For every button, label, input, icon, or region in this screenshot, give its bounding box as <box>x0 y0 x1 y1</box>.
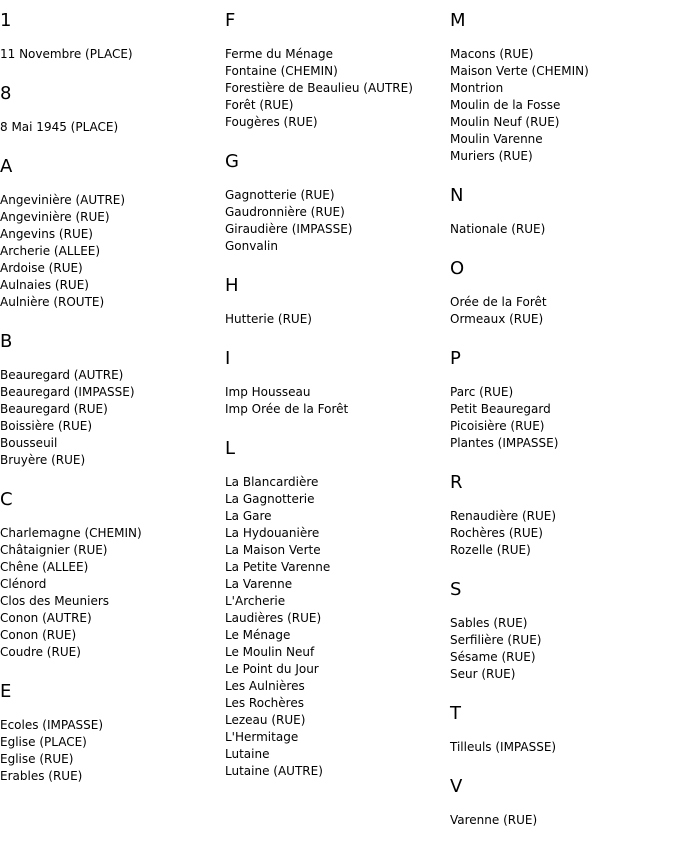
street-link[interactable]: Le Ménage <box>225 628 291 642</box>
street-link[interactable]: Conon (AUTRE) <box>0 611 92 625</box>
street-link[interactable]: Petit Beauregard <box>450 402 551 416</box>
street-link[interactable]: Beauregard (AUTRE) <box>0 368 124 382</box>
street-link[interactable]: Gagnotterie (RUE) <box>225 188 335 202</box>
letter-heading: R <box>450 472 463 493</box>
street-link[interactable]: L'Hermitage <box>225 730 299 744</box>
street-link[interactable]: Picoisière (RUE) <box>450 419 545 433</box>
letter-group <box>450 472 675 559</box>
letter-heading: T <box>450 703 461 724</box>
street-list <box>450 221 675 238</box>
street-link[interactable]: Aulnière (ROUTE) <box>0 295 105 309</box>
street-link[interactable]: Les Aulnières <box>225 679 305 693</box>
street-link[interactable]: L'Archerie <box>225 594 286 608</box>
street-link[interactable]: Bruyère (RUE) <box>0 453 86 467</box>
letter-group <box>0 83 225 136</box>
letter-heading: E <box>0 681 12 702</box>
street-link[interactable]: Montrion <box>450 81 504 95</box>
street-list <box>450 615 675 683</box>
street-link[interactable]: Maison Verte (CHEMIN) <box>450 64 589 78</box>
street-link[interactable]: Clos des Meuniers <box>0 594 110 608</box>
street-link[interactable]: Ecoles (IMPASSE) <box>0 718 104 732</box>
letter-heading: P <box>450 348 461 369</box>
street-link[interactable]: Beauregard (RUE) <box>0 402 108 416</box>
letter-group <box>225 10 450 131</box>
street-link[interactable]: Lutaine (AUTRE) <box>225 764 323 778</box>
street-list <box>225 311 450 328</box>
street-link[interactable]: Les Rochères <box>225 696 304 710</box>
street-link[interactable]: Serfilière (RUE) <box>450 633 542 647</box>
street-link[interactable]: Eglise (PLACE) <box>0 735 87 749</box>
street-link[interactable]: Imp Orée de la Forêt <box>225 402 349 416</box>
letter-group <box>450 579 675 683</box>
letter-heading: L <box>225 438 236 459</box>
street-link[interactable]: 8 Mai 1945 (PLACE) <box>0 120 119 134</box>
street-link[interactable]: Moulin Varenne <box>450 132 543 146</box>
street-link[interactable]: Coudre (RUE) <box>0 645 81 659</box>
letter-group <box>225 151 450 255</box>
street-link[interactable]: 11 Novembre (PLACE) <box>0 47 133 61</box>
letter-group <box>225 275 450 328</box>
street-list <box>0 717 225 785</box>
street-column <box>225 10 450 800</box>
street-link[interactable]: Boissière (RUE) <box>0 419 93 433</box>
street-list <box>450 739 675 756</box>
street-link[interactable]: Angevinière (RUE) <box>0 210 110 224</box>
street-link[interactable]: Clénord <box>0 577 47 591</box>
letter-heading: 1 <box>0 10 12 31</box>
letter-heading: O <box>450 258 465 279</box>
street-link[interactable]: Le Moulin Neuf <box>225 645 315 659</box>
street-list <box>0 192 225 311</box>
letter-group <box>450 258 675 328</box>
street-list <box>0 46 225 63</box>
street-link[interactable]: Beauregard (IMPASSE) <box>0 385 135 399</box>
street-link[interactable]: Nationale (RUE) <box>450 222 546 236</box>
street-link[interactable]: Ormeaux (RUE) <box>450 312 544 326</box>
street-list <box>225 474 450 780</box>
letter-group <box>450 776 675 829</box>
letter-heading: C <box>0 489 13 510</box>
street-link[interactable]: La Gagnotterie <box>225 492 315 506</box>
street-link[interactable]: La Hydouanière <box>225 526 320 540</box>
street-link[interactable]: Angevinière (AUTRE) <box>0 193 126 207</box>
letter-group <box>225 348 450 418</box>
street-link[interactable]: Eglise (RUE) <box>0 752 74 766</box>
street-link[interactable]: La Gare <box>225 509 272 523</box>
street-link[interactable]: Gaudronnière (RUE) <box>225 205 345 219</box>
street-link[interactable]: Fougères (RUE) <box>225 115 318 129</box>
street-column <box>0 10 225 805</box>
street-link[interactable]: Sésame (RUE) <box>450 650 536 664</box>
letter-heading: I <box>225 348 231 369</box>
street-link[interactable]: Macons (RUE) <box>450 47 534 61</box>
street-link[interactable]: Giraudière (IMPASSE) <box>225 222 353 236</box>
letter-group <box>0 489 225 661</box>
street-link[interactable]: Seur (RUE) <box>450 667 516 681</box>
letter-group <box>0 156 225 311</box>
street-link[interactable]: Archerie (ALLEE) <box>0 244 101 258</box>
street-link[interactable]: Muriers (RUE) <box>450 149 533 163</box>
street-list <box>225 384 450 418</box>
street-list <box>450 812 675 829</box>
street-link[interactable]: Imp Housseau <box>225 385 311 399</box>
letter-heading: 8 <box>0 83 12 104</box>
street-link[interactable]: Laudières (RUE) <box>225 611 322 625</box>
letter-heading: M <box>450 10 466 31</box>
letter-heading: F <box>225 10 236 31</box>
street-link[interactable]: Ardoise (RUE) <box>0 261 83 275</box>
street-link[interactable]: Conon (RUE) <box>0 628 77 642</box>
street-list <box>225 46 450 131</box>
street-list <box>450 294 675 328</box>
letter-group <box>450 703 675 756</box>
letter-heading: S <box>450 579 462 600</box>
street-link[interactable]: La Petite Varenne <box>225 560 331 574</box>
street-link[interactable]: Ferme du Ménage <box>225 47 333 61</box>
street-list <box>0 525 225 661</box>
street-link[interactable]: Orée de la Forêt <box>450 295 547 309</box>
street-link[interactable]: Lezeau (RUE) <box>225 713 306 727</box>
street-link[interactable]: Parc (RUE) <box>450 385 514 399</box>
street-list <box>450 384 675 452</box>
street-link[interactable]: Erables (RUE) <box>0 769 83 783</box>
letter-heading: N <box>450 185 464 206</box>
street-link[interactable]: Moulin Neuf (RUE) <box>450 115 560 129</box>
letter-heading: V <box>450 776 463 797</box>
street-link[interactable]: Chêne (ALLEE) <box>0 560 89 574</box>
street-link[interactable]: Charlemagne (CHEMIN) <box>0 526 142 540</box>
street-link[interactable]: Sables (RUE) <box>450 616 528 630</box>
street-link[interactable]: La Blancardière <box>225 475 319 489</box>
street-link[interactable]: Bousseuil <box>0 436 58 450</box>
street-link[interactable]: Châtaignier (RUE) <box>0 543 108 557</box>
street-list <box>225 187 450 255</box>
letter-group <box>225 438 450 780</box>
street-link[interactable]: Angevins (RUE) <box>0 227 93 241</box>
street-list <box>0 367 225 469</box>
letter-group <box>0 331 225 469</box>
street-link[interactable]: Hutterie (RUE) <box>225 312 312 326</box>
letter-heading: B <box>0 331 13 352</box>
street-list <box>450 508 675 559</box>
street-link[interactable]: Rochères (RUE) <box>450 526 543 540</box>
letter-heading: A <box>0 156 13 177</box>
letter-group <box>0 10 225 63</box>
street-link[interactable]: Aulnaies (RUE) <box>0 278 89 292</box>
letter-group <box>0 681 225 785</box>
street-link[interactable]: Le Point du Jour <box>225 662 319 676</box>
street-link[interactable]: Moulin de la Fosse <box>450 98 561 112</box>
street-link[interactable]: Forestière de Beaulieu (AUTRE) <box>225 81 413 95</box>
letter-group <box>450 348 675 452</box>
letter-group <box>450 185 675 238</box>
street-link[interactable]: La Maison Verte <box>225 543 321 557</box>
street-link[interactable]: Plantes (IMPASSE) <box>450 436 559 450</box>
street-link[interactable]: Lutaine <box>225 747 270 761</box>
street-link[interactable]: Varenne (RUE) <box>450 813 538 827</box>
letter-heading: G <box>225 151 239 172</box>
letter-heading: H <box>225 275 239 296</box>
street-column <box>450 10 675 849</box>
street-link[interactable]: Forêt (RUE) <box>225 98 294 112</box>
street-link[interactable]: Tilleuls (IMPASSE) <box>450 740 557 754</box>
letter-group <box>450 10 675 165</box>
street-link[interactable]: Renaudière (RUE) <box>450 509 557 523</box>
street-list <box>450 46 675 165</box>
street-link[interactable]: Rozelle (RUE) <box>450 543 531 557</box>
street-list <box>0 119 225 136</box>
street-link[interactable]: Fontaine (CHEMIN) <box>225 64 338 78</box>
street-link[interactable]: La Varenne <box>225 577 293 591</box>
street-link[interactable]: Gonvalin <box>225 239 278 253</box>
